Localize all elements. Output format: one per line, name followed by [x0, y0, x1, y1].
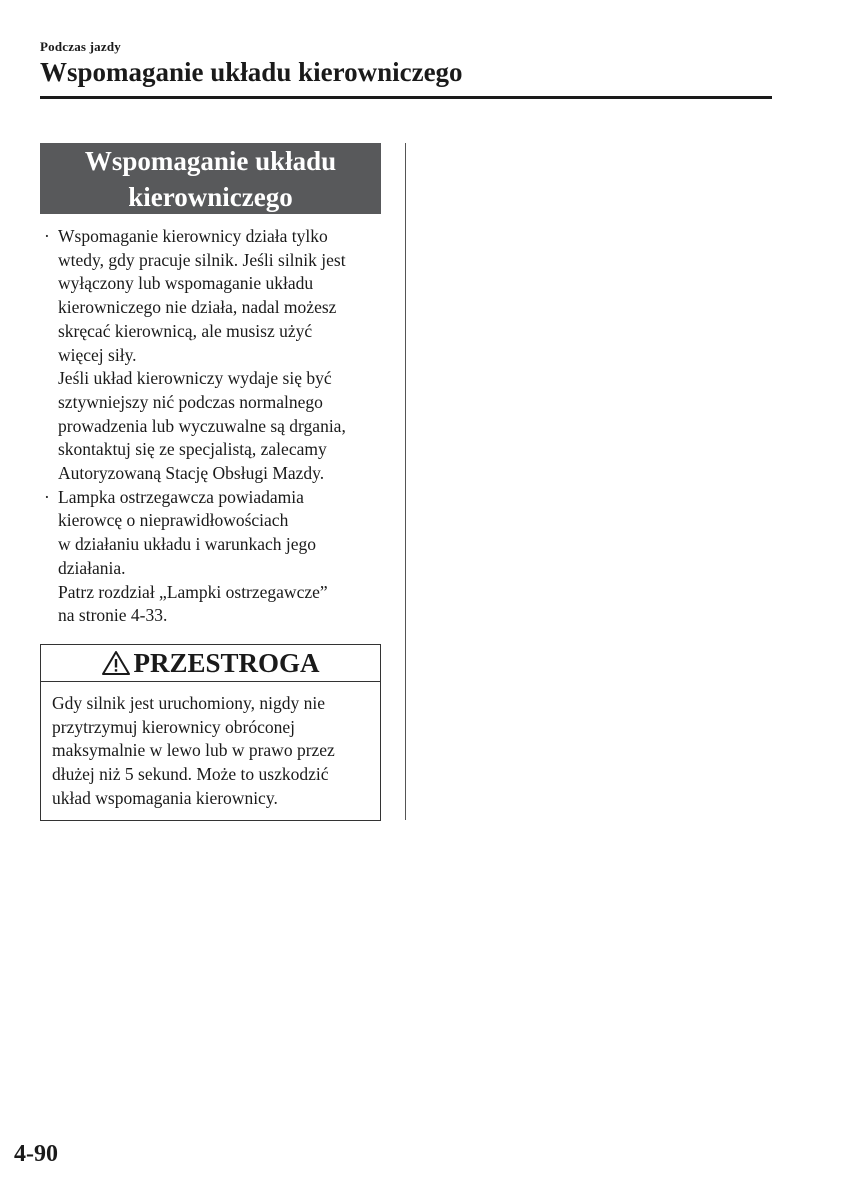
- warning-triangle-icon: [101, 650, 131, 676]
- page-title: Wspomaganie układu kierowniczego: [40, 57, 463, 87]
- bullet-marker: ·: [44, 486, 50, 507]
- paragraph: Jeśli układ kierowniczy wydaje się być sztywniejszy nić podczas normalnego prowadzenia lub wyczuwalne są drgania, skontaktuj się ze specjalistą, zalecamy Autoryzowaną Stację Obsługi Mazdy.: [58, 368, 346, 484]
- caution-box: [40, 644, 381, 821]
- caution-text: Gdy silnik jest uruchomiony, nigdy nie przytrzymuj kierownicy obróconej maksymalnie w lewo lub w prawo przez dłużej niż 5 sekund. Może to uszkodzić układ wspomagania kierownicy.: [52, 693, 335, 808]
- bullet-list: [40, 225, 390, 628]
- paragraph: Patrz rozdział „Lampki ostrzegawcze” na stronie 4-33.: [58, 581, 328, 626]
- list-item: [40, 486, 390, 628]
- section-title-banner: [40, 143, 381, 214]
- bullet-marker: ·: [44, 226, 50, 246]
- caution-label: PRZESTROGA: [133, 647, 320, 678]
- breadcrumb: Podczas jazdy: [40, 39, 121, 54]
- page-number: 4-90: [14, 1141, 58, 1167]
- section-title: Wspomaganie układu kierowniczego: [84, 145, 337, 212]
- list-item: [40, 225, 390, 486]
- column-divider: [405, 143, 406, 820]
- header-divider: [40, 96, 772, 99]
- paragraph: Wspomaganie kierownicy działa tylko wtedy, gdy pracuje silnik. Jeśli silnik jest wyłączony lub wspomaganie układu kierowniczego nie działa, nadal możesz skręcać kierownicą, ale musisz użyć więcej siły.: [58, 226, 346, 365]
- caution-header: [41, 645, 380, 682]
- paragraph: Lampka ostrzegawcza powiadamia kierowcę o nieprawidłowościach w działaniu układu i warunkach jego działania.: [58, 486, 317, 578]
